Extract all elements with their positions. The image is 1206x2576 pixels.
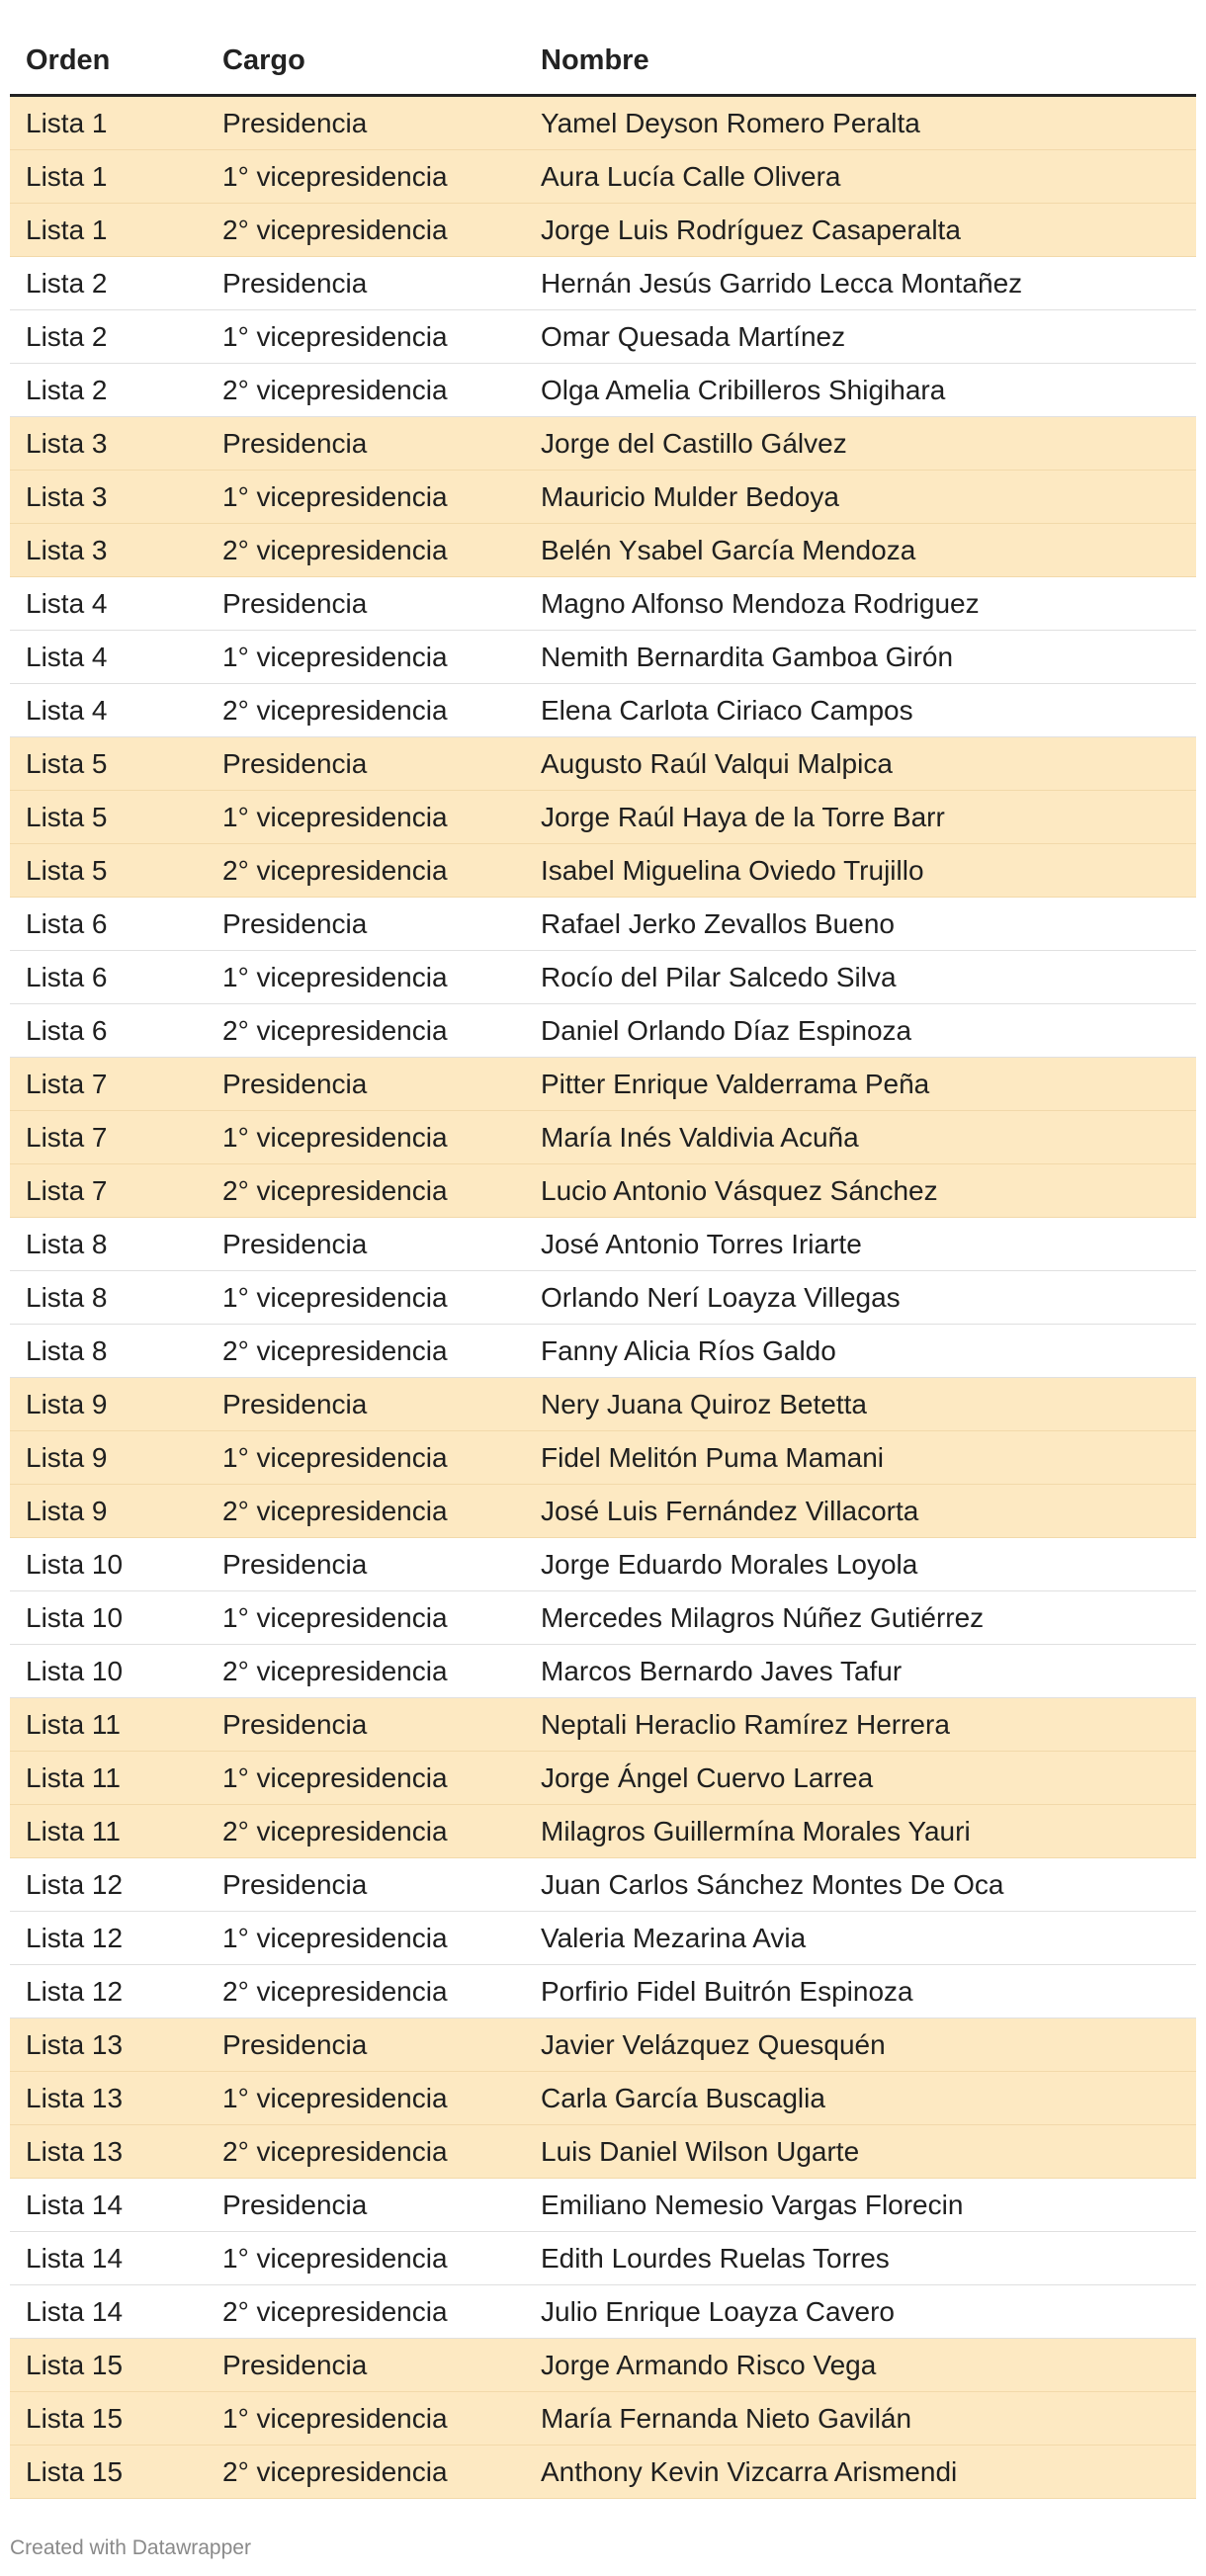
cell-nombre: Nery Juana Quiroz Betetta: [541, 1388, 867, 1419]
table-row: [10, 257, 1196, 310]
table-row: [10, 1912, 1196, 1965]
table-row: [10, 2392, 1196, 2446]
cell-nombre: José Antonio Torres Iriarte: [541, 1228, 862, 1259]
table-row: [10, 310, 1196, 364]
cell-cargo: Presidencia: [222, 1868, 368, 1900]
cell-cargo: 2° vicepresidencia: [222, 694, 448, 726]
cell-cargo: 1° vicepresidencia: [222, 2082, 448, 2113]
cell-cargo: 2° vicepresidencia: [222, 1174, 448, 1206]
cell-cargo: 1° vicepresidencia: [222, 961, 448, 992]
cell-cargo: 2° vicepresidencia: [222, 2135, 448, 2167]
cell-nombre: Fanny Alicia Ríos Galdo: [541, 1334, 836, 1366]
cell-nombre: Emiliano Nemesio Vargas Florecin: [541, 2189, 964, 2220]
table-row: [10, 150, 1196, 204]
cell-nombre: Marcos Bernardo Javes Tafur: [541, 1655, 903, 1686]
cell-orden: Lista 12: [26, 1975, 124, 2007]
cell-cargo: 2° vicepresidencia: [222, 1014, 448, 1046]
table-row: [10, 631, 1196, 684]
cell-orden: Lista 3: [26, 427, 108, 459]
cell-orden: Lista 10: [26, 1655, 124, 1686]
table-row: [10, 2072, 1196, 2125]
cell-cargo: 2° vicepresidencia: [222, 1655, 448, 1686]
cell-orden: Lista 5: [26, 854, 108, 886]
cell-nombre: Isabel Miguelina Oviedo Trujillo: [541, 854, 924, 886]
cell-orden: Lista 2: [26, 267, 108, 299]
cell-orden: Lista 15: [26, 2402, 124, 2434]
cell-orden: Lista 1: [26, 160, 108, 192]
cell-cargo: Presidencia: [222, 1068, 368, 1099]
header-orden[interactable]: Orden: [26, 44, 111, 76]
cell-nombre: Olga Amelia Cribilleros Shigihara: [541, 374, 946, 405]
table-row: [10, 2232, 1196, 2285]
cell-orden: Lista 4: [26, 641, 108, 672]
cell-orden: Lista 15: [26, 2455, 124, 2487]
cell-orden: Lista 3: [26, 480, 108, 512]
cell-cargo: 2° vicepresidencia: [222, 534, 448, 565]
cell-orden: Lista 5: [26, 747, 108, 779]
cell-cargo: Presidencia: [222, 747, 368, 779]
table-row: [10, 1378, 1196, 1431]
cell-orden: Lista 14: [26, 2295, 124, 2327]
cell-orden: Lista 1: [26, 107, 108, 138]
table-row: [10, 1058, 1196, 1111]
cell-cargo: 2° vicepresidencia: [222, 2455, 448, 2487]
header-nombre[interactable]: Nombre: [541, 44, 649, 76]
cell-cargo: 2° vicepresidencia: [222, 1815, 448, 1846]
cell-nombre: Lucio Antonio Vásquez Sánchez: [541, 1174, 938, 1206]
cell-orden: Lista 13: [26, 2082, 124, 2113]
cell-orden: Lista 4: [26, 587, 108, 619]
cell-cargo: Presidencia: [222, 2028, 368, 2060]
cell-nombre: Nemith Bernardita Gamboa Girón: [541, 641, 954, 672]
cell-cargo: 1° vicepresidencia: [222, 480, 448, 512]
cell-nombre: Aura Lucía Calle Olivera: [541, 160, 841, 192]
cell-orden: Lista 6: [26, 961, 108, 992]
cell-orden: Lista 3: [26, 534, 108, 565]
cell-cargo: 2° vicepresidencia: [222, 214, 448, 245]
cell-orden: Lista 11: [26, 1815, 121, 1846]
cell-orden: Lista 10: [26, 1548, 124, 1580]
cell-cargo: 1° vicepresidencia: [222, 1761, 448, 1793]
cell-nombre: Fidel Melitón Puma Mamani: [541, 1441, 885, 1473]
table-row: [10, 1858, 1196, 1912]
cell-cargo: 1° vicepresidencia: [222, 1281, 448, 1313]
cell-cargo: 1° vicepresidencia: [222, 2402, 448, 2434]
cell-cargo: 1° vicepresidencia: [222, 801, 448, 832]
table-row: [10, 364, 1196, 417]
cell-cargo: Presidencia: [222, 1388, 368, 1419]
cell-nombre: Edith Lourdes Ruelas Torres: [541, 2242, 890, 2274]
table-row: [10, 1218, 1196, 1271]
cell-nombre: Julio Enrique Loayza Cavero: [541, 2295, 895, 2327]
table-row: [10, 97, 1196, 150]
cell-cargo: Presidencia: [222, 1228, 368, 1259]
table-row: [10, 737, 1196, 791]
cell-orden: Lista 13: [26, 2028, 124, 2060]
cell-nombre: Jorge Armando Risco Vega: [541, 2349, 877, 2380]
cell-cargo: Presidencia: [222, 1708, 368, 1740]
cell-orden: Lista 6: [26, 907, 108, 939]
table-row: [10, 1004, 1196, 1058]
table-row: [10, 2285, 1196, 2339]
cell-cargo: 1° vicepresidencia: [222, 1441, 448, 1473]
table-row: [10, 524, 1196, 577]
cell-nombre: Jorge Ángel Cuervo Larrea: [541, 1761, 874, 1793]
cell-nombre: Omar Quesada Martínez: [541, 320, 846, 352]
cell-nombre: Orlando Nerí Loayza Villegas: [541, 1281, 901, 1313]
cell-orden: Lista 11: [26, 1708, 121, 1740]
table-row: [10, 1645, 1196, 1698]
cell-cargo: 1° vicepresidencia: [222, 1922, 448, 1953]
cell-orden: Lista 8: [26, 1281, 108, 1313]
cell-nombre: María Inés Valdivia Acuña: [541, 1121, 859, 1153]
table-row: [10, 1271, 1196, 1325]
cell-nombre: Elena Carlota Ciriaco Campos: [541, 694, 913, 726]
cell-orden: Lista 10: [26, 1601, 124, 1633]
cell-orden: Lista 7: [26, 1174, 108, 1206]
cell-nombre: Milagros Guillermína Morales Yauri: [541, 1815, 971, 1846]
cell-nombre: Belén Ysabel García Mendoza: [541, 534, 916, 565]
cell-cargo: Presidencia: [222, 2189, 368, 2220]
cell-cargo: 2° vicepresidencia: [222, 374, 448, 405]
table-row: [10, 1325, 1196, 1378]
table-row: [10, 1965, 1196, 2018]
cell-cargo: Presidencia: [222, 907, 368, 939]
cell-cargo: Presidencia: [222, 587, 368, 619]
candidates-table: [10, 28, 1196, 2499]
cell-cargo: 2° vicepresidencia: [222, 1495, 448, 1526]
cell-orden: Lista 12: [26, 1922, 124, 1953]
cell-nombre: Mercedes Milagros Núñez Gutiérrez: [541, 1601, 985, 1633]
cell-nombre: María Fernanda Nieto Gavilán: [541, 2402, 912, 2434]
cell-cargo: 1° vicepresidencia: [222, 320, 448, 352]
table-row: [10, 2125, 1196, 2179]
cell-orden: Lista 9: [26, 1388, 108, 1419]
datawrapper-credit[interactable]: Created with Datawrapper: [10, 2536, 251, 2559]
cell-nombre: Valeria Mezarina Avia: [541, 1922, 807, 1953]
cell-cargo: 1° vicepresidencia: [222, 1121, 448, 1153]
cell-orden: Lista 6: [26, 1014, 108, 1046]
cell-cargo: 1° vicepresidencia: [222, 2242, 448, 2274]
table-row: [10, 684, 1196, 737]
cell-nombre: Luis Daniel Wilson Ugarte: [541, 2135, 860, 2167]
header-cargo[interactable]: Cargo: [222, 44, 305, 76]
cell-nombre: José Luis Fernández Villacorta: [541, 1495, 919, 1526]
cell-nombre: Magno Alfonso Mendoza Rodriguez: [541, 587, 980, 619]
cell-orden: Lista 13: [26, 2135, 124, 2167]
cell-nombre: Juan Carlos Sánchez Montes De Oca: [541, 1868, 1004, 1900]
cell-nombre: Javier Velázquez Quesquén: [541, 2028, 886, 2060]
cell-nombre: Jorge del Castillo Gálvez: [541, 427, 847, 459]
cell-nombre: Porfirio Fidel Buitrón Espinoza: [541, 1975, 913, 2007]
cell-cargo: 2° vicepresidencia: [222, 1975, 448, 2007]
cell-nombre: Jorge Raúl Haya de la Torre Barr: [541, 801, 945, 832]
cell-nombre: Rocío del Pilar Salcedo Silva: [541, 961, 897, 992]
table-row: [10, 1111, 1196, 1164]
cell-nombre: Hernán Jesús Garrido Lecca Montañez: [541, 267, 1023, 299]
cell-cargo: Presidencia: [222, 1548, 368, 1580]
cell-orden: Lista 12: [26, 1868, 124, 1900]
cell-nombre: Anthony Kevin Vizcarra Arismendi: [541, 2455, 958, 2487]
cell-cargo: Presidencia: [222, 267, 368, 299]
table-row: [10, 898, 1196, 951]
cell-nombre: Rafael Jerko Zevallos Bueno: [541, 907, 895, 939]
cell-nombre: Yamel Deyson Romero Peralta: [541, 107, 920, 138]
table-row: [10, 417, 1196, 471]
cell-orden: Lista 15: [26, 2349, 124, 2380]
table-row: [10, 1538, 1196, 1591]
cell-orden: Lista 2: [26, 320, 108, 352]
table-header: [10, 28, 1196, 97]
cell-cargo: Presidencia: [222, 107, 368, 138]
cell-orden: Lista 14: [26, 2242, 124, 2274]
cell-nombre: Carla García Buscaglia: [541, 2082, 825, 2113]
table-row: [10, 2339, 1196, 2392]
cell-nombre: Augusto Raúl Valqui Malpica: [541, 747, 893, 779]
cell-nombre: Jorge Eduardo Morales Loyola: [541, 1548, 918, 1580]
cell-nombre: Neptali Heraclio Ramírez Herrera: [541, 1708, 950, 1740]
table-row: [10, 844, 1196, 898]
cell-orden: Lista 8: [26, 1228, 108, 1259]
cell-cargo: 1° vicepresidencia: [222, 160, 448, 192]
table-row: [10, 577, 1196, 631]
cell-orden: Lista 7: [26, 1121, 108, 1153]
table-row: [10, 204, 1196, 257]
cell-cargo: Presidencia: [222, 2349, 368, 2380]
cell-cargo: 2° vicepresidencia: [222, 1334, 448, 1366]
table-row: [10, 2446, 1196, 2499]
cell-cargo: Presidencia: [222, 427, 368, 459]
cell-orden: Lista 8: [26, 1334, 108, 1366]
cell-cargo: 2° vicepresidencia: [222, 854, 448, 886]
table-row: [10, 1485, 1196, 1538]
cell-nombre: Jorge Luis Rodríguez Casaperalta: [541, 214, 961, 245]
table-row: [10, 471, 1196, 524]
table-body: [10, 97, 1196, 2499]
table-row: [10, 2018, 1196, 2072]
cell-orden: Lista 14: [26, 2189, 124, 2220]
cell-orden: Lista 1: [26, 214, 108, 245]
cell-orden: Lista 4: [26, 694, 108, 726]
cell-cargo: 1° vicepresidencia: [222, 1601, 448, 1633]
table-row: [10, 791, 1196, 844]
table-row: [10, 1698, 1196, 1752]
cell-nombre: Daniel Orlando Díaz Espinoza: [541, 1014, 912, 1046]
cell-cargo: 1° vicepresidencia: [222, 641, 448, 672]
cell-nombre: Mauricio Mulder Bedoya: [541, 480, 839, 512]
cell-orden: Lista 9: [26, 1441, 108, 1473]
table-row: [10, 1752, 1196, 1805]
cell-orden: Lista 9: [26, 1495, 108, 1526]
cell-orden: Lista 2: [26, 374, 108, 405]
cell-nombre: Pitter Enrique Valderrama Peña: [541, 1068, 930, 1099]
table-row: [10, 2179, 1196, 2232]
cell-orden: Lista 11: [26, 1761, 121, 1793]
cell-cargo: 2° vicepresidencia: [222, 2295, 448, 2327]
cell-orden: Lista 7: [26, 1068, 108, 1099]
table-row: [10, 1591, 1196, 1645]
table-row: [10, 951, 1196, 1004]
table-row: [10, 1431, 1196, 1485]
cell-orden: Lista 5: [26, 801, 108, 832]
table-row: [10, 1805, 1196, 1858]
table-row: [10, 1164, 1196, 1218]
